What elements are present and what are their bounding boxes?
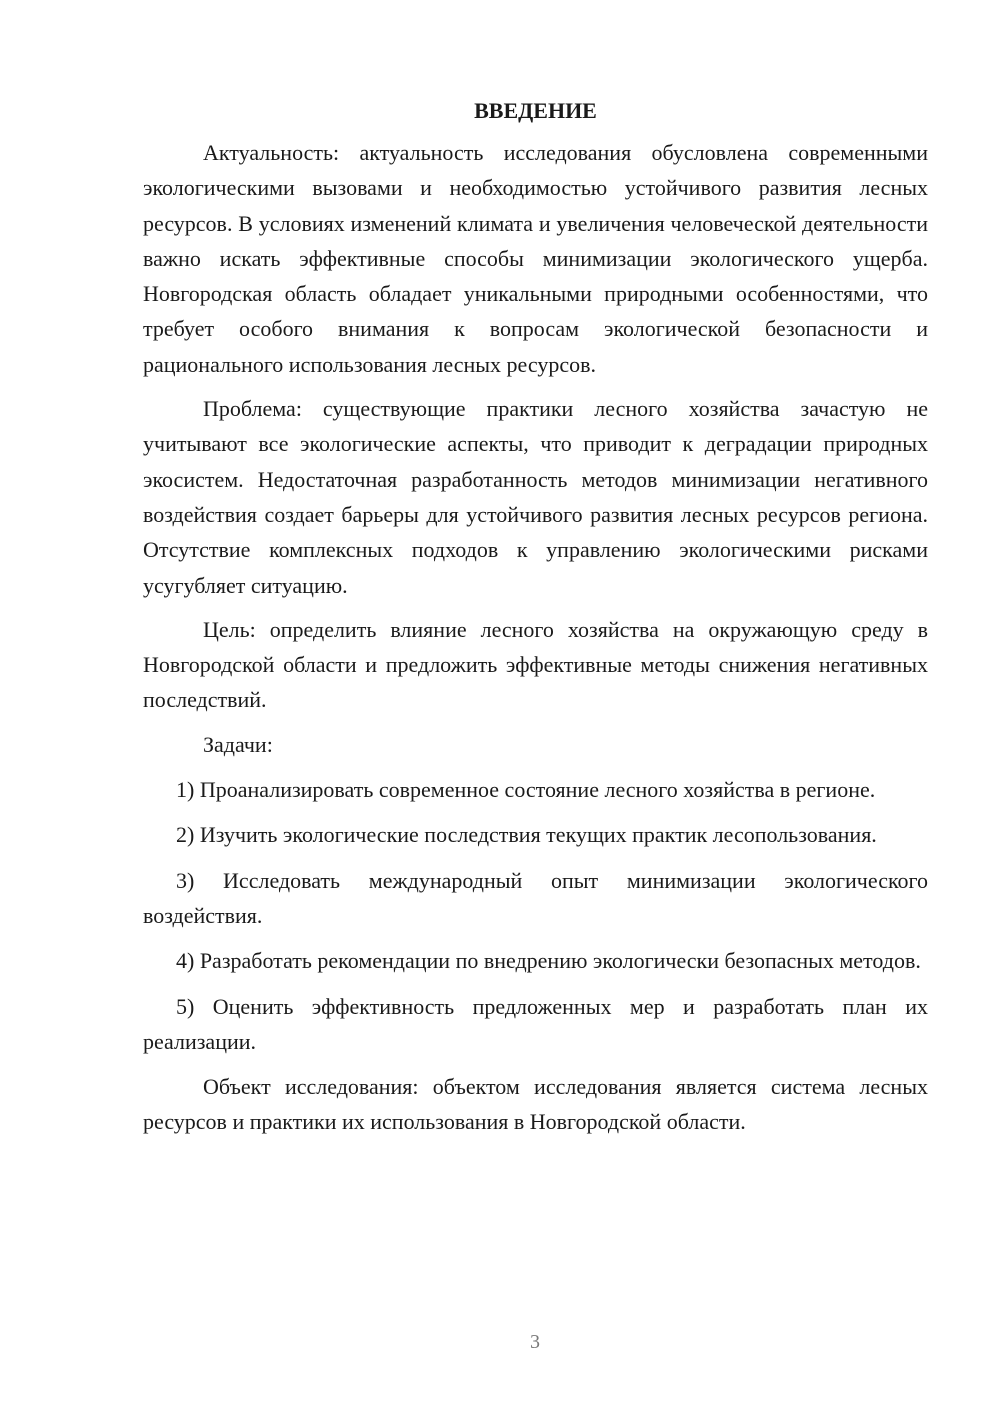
relevance-paragraph: Актуальность: актуальность исследования обусловлена современными экологическими вызовами и необходимостью устойчивого развития лесных ресурсов. В условиях изменений климата и увеличения человеческой деятельности важно искать эффективные способы минимизации экологического ущерба. Новгородская область обладает уникальными природными особенностями, что требует особого внимания к вопросам экологической безопасности и рационального использования лесных ресурсов. [143, 140, 928, 377]
object-paragraph: Объект исследования: объектом исследования является система лесных ресурсов и практики их использования в Новгородской области. [143, 1074, 928, 1135]
tasks-list [143, 772, 928, 1059]
task-item: 2) Изучить экологические последствия текущих практик лесопользования. [176, 822, 877, 848]
page-number: 3 [530, 1331, 540, 1353]
section-title: ВВЕДЕНИЕ [474, 98, 597, 123]
problem-paragraph: Проблема: существующие практики лесного хозяйства зачастую не учитывают все экологические аспекты, что приводит к деградации природных экосистем. Недостаточная разработанность методов минимизации негативного воздействия создает барьеры для устойчивого развития лесных ресурсов региона. Отсутствие комплексных подходов к управлению экологическими рисками усугубляет ситуацию. [143, 396, 928, 598]
goal-paragraph: Цель: определить влияние лесного хозяйства на окружающую среду в Новгородской области и предложить эффективные методы снижения негативных последствий. [143, 616, 928, 713]
task-item: 5) Оценить эффективность предложенных мер и разработать план их реализации. [143, 993, 928, 1054]
document-page [143, 93, 928, 1149]
tasks-heading: Задачи: [203, 731, 273, 757]
task-item: 4) Разработать рекомендации по внедрению экологически безопасных методов. [176, 948, 921, 974]
task-item: 3) Исследовать международный опыт минимизации экологического воздействия. [143, 867, 928, 928]
task-item: 1) Проанализировать современное состояние лесного хозяйства в регионе. [176, 777, 876, 803]
